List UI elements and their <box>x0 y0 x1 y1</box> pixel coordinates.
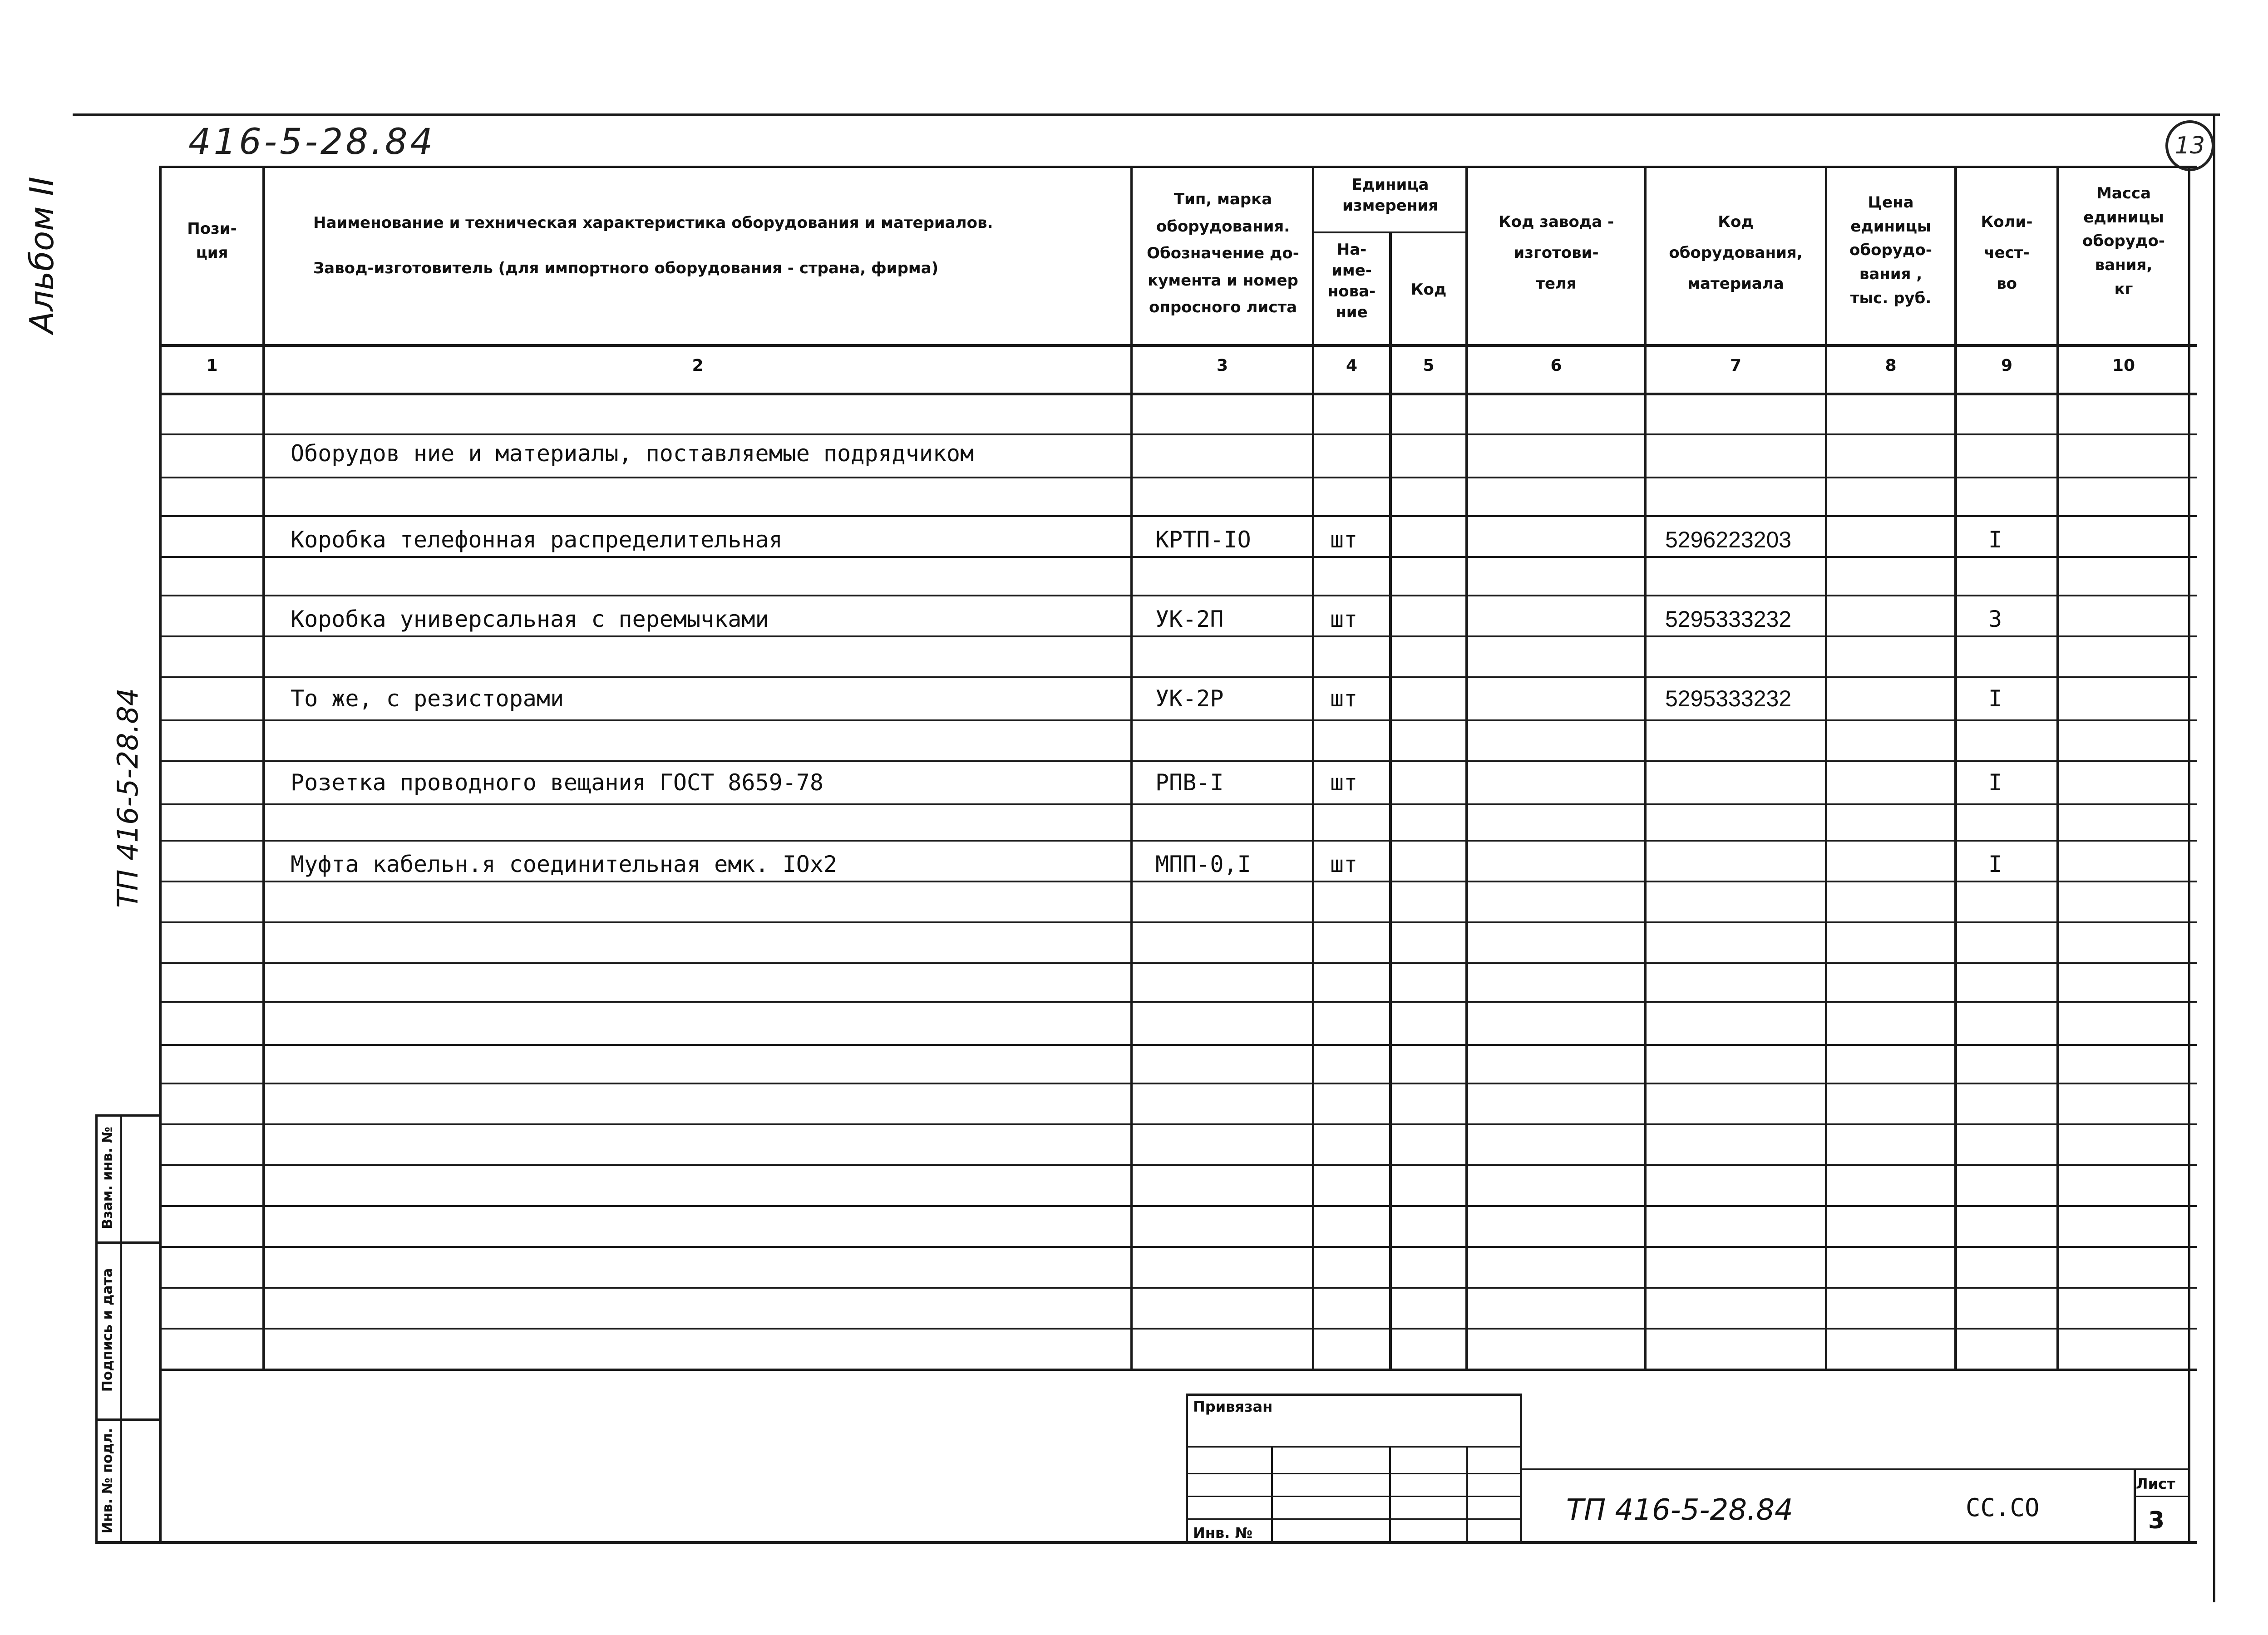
margin-doc-code: ТП 416-5-28.84 <box>111 688 144 908</box>
row-line <box>159 840 2197 842</box>
item-5-qty: I <box>1988 851 2002 877</box>
header-bottom-line <box>159 344 2197 347</box>
item-2-code: 5295333232 <box>1665 606 1792 632</box>
item-1-qty: I <box>1988 527 2002 553</box>
row-line <box>159 760 2197 762</box>
priv-left <box>1186 1394 1188 1543</box>
side-stamp-vzam: Взам. инв. № <box>99 1127 116 1229</box>
item-4-name: Розетка проводного вещания ГОСТ 8659-78 <box>291 769 823 796</box>
row-line <box>159 556 2197 558</box>
priv-line-2 <box>1186 1473 1522 1474</box>
row-line <box>159 1328 2197 1330</box>
album-label: Альбом II <box>23 177 61 334</box>
priv-top <box>1186 1394 1522 1396</box>
row-line <box>159 676 2197 678</box>
colnum-9: 9 <box>2001 356 2013 375</box>
header-unit-group: Единица измерения <box>1342 176 1438 215</box>
header-col-2-line1: Наименование и техническая характеристика оборудования и материалов. <box>313 214 993 232</box>
row-line <box>159 1083 2197 1084</box>
top-border <box>73 113 2220 116</box>
item-2-name: Коробка универсальная с перемычками <box>291 606 769 632</box>
row-line <box>159 477 2197 478</box>
item-3-type: УК-2Р <box>1155 685 1224 712</box>
header-col-6: Код завода - изготови- теля <box>1498 213 1614 293</box>
row-line <box>159 515 2197 517</box>
col-line-5 <box>1465 166 1468 1369</box>
footer-right-line <box>2188 1369 2190 1543</box>
header-col-5: Код <box>1410 281 1447 299</box>
col-line-1 <box>262 166 265 1369</box>
priv-line-4 <box>1186 1518 1522 1520</box>
side-stamp-div-2 <box>95 1418 161 1421</box>
header-col-10: Масса единицы оборудо- вания, кг <box>2082 184 2165 298</box>
numbers-bottom-line <box>159 393 2197 395</box>
row-line <box>159 881 2197 882</box>
header-col-2-line2: Завод-изготовитель (для импортного оборудования - страна, фирма) <box>313 259 939 277</box>
col-line-6 <box>1644 166 1647 1369</box>
footer-left-line <box>159 1369 162 1543</box>
table-top-line <box>159 166 2197 168</box>
side-stamp-inv-podl: Инв. № подл. <box>99 1428 116 1534</box>
col-line-2 <box>1130 166 1133 1369</box>
side-stamp-div-1 <box>95 1241 161 1244</box>
header-col-3: Тип, марка оборудования. Обозначение до- кумента и номер опросного листа <box>1147 190 1299 316</box>
item-2-type: УК-2П <box>1155 606 1224 632</box>
page-circle-number: 13 <box>2165 120 2214 171</box>
priv-v1 <box>1271 1446 1273 1543</box>
privyazan-label: Привязан <box>1193 1398 1273 1415</box>
row-line <box>159 1287 2197 1289</box>
row-line <box>159 1246 2197 1248</box>
row-line <box>159 962 2197 964</box>
priv-v3 <box>1466 1446 1468 1543</box>
header-col-8: Цена единицы оборудо- вания , тыс. руб. <box>1849 193 1932 307</box>
footer-bottom-line <box>95 1541 2197 1544</box>
inv-no-label: Инв. № <box>1193 1524 1252 1541</box>
col-line-9 <box>2056 166 2059 1369</box>
item-3-qty: I <box>1988 685 2002 712</box>
col-line-3 <box>1312 166 1314 1369</box>
row-line <box>159 921 2197 923</box>
colnum-6: 6 <box>1550 356 1562 375</box>
handwritten-title: 416-5-28.84 <box>188 122 436 163</box>
table-bottom-line <box>159 1369 2197 1371</box>
row-line <box>159 433 2197 435</box>
colnum-3: 3 <box>1216 356 1228 375</box>
item-4-unit: шт <box>1330 769 1358 796</box>
side-stamp-top <box>95 1114 161 1117</box>
col-line-4 <box>1389 231 1392 1369</box>
priv-line-1 <box>1186 1446 1522 1448</box>
sheet-number: 3 <box>2148 1507 2165 1534</box>
row-line <box>159 1164 2197 1166</box>
priv-v2 <box>1389 1446 1391 1543</box>
item-3-unit: шт <box>1330 685 1358 712</box>
row-line <box>159 1001 2197 1003</box>
item-1-name: Коробка телефонная распределительная <box>291 527 783 553</box>
row-line <box>159 635 2197 637</box>
colnum-5: 5 <box>1423 356 1435 375</box>
sheet-label: Лист <box>2136 1475 2175 1492</box>
row-line <box>159 1044 2197 1046</box>
item-1-code: 5296223203 <box>1665 527 1792 552</box>
item-4-type: РПВ-I <box>1155 769 1224 796</box>
item-4-qty: I <box>1988 769 2002 796</box>
table-right-line <box>2188 166 2190 1369</box>
title-block-top <box>1520 1468 2189 1470</box>
item-2-unit: шт <box>1330 606 1358 632</box>
item-1-type: КРТП-IO <box>1155 527 1251 553</box>
item-3-name: То же, с резисторами <box>291 685 564 712</box>
item-2-qty: 3 <box>1988 606 2002 632</box>
item-3-code: 5295333232 <box>1665 686 1792 711</box>
section-title: Оборудов ние и материалы, поставляемые подрядчиком <box>291 440 974 467</box>
header-col-7: Код оборудования, материала <box>1669 213 1803 293</box>
row-line <box>159 1123 2197 1125</box>
side-stamp-podpis: Подпись и дата <box>99 1268 116 1392</box>
item-5-type: МПП-0,I <box>1155 851 1251 877</box>
col-line-7 <box>1825 166 1827 1369</box>
item-5-name: Муфта кабельн.я соединительная емк. IOx2 <box>291 851 838 877</box>
colnum-7: 7 <box>1730 356 1742 375</box>
side-stamp-left <box>95 1114 98 1543</box>
colnum-8: 8 <box>1885 356 1897 375</box>
header-col-1: Пози- ция <box>187 220 237 262</box>
bottom-doc-code: ТП 416-5-28.84 <box>1566 1493 1793 1527</box>
table-left-line <box>159 166 162 1369</box>
colnum-10: 10 <box>2112 356 2135 375</box>
side-stamp-mid <box>120 1114 122 1543</box>
colnum-1: 1 <box>206 356 218 375</box>
colnum-4: 4 <box>1346 356 1358 375</box>
item-5-unit: шт <box>1330 851 1358 877</box>
item-1-unit: шт <box>1330 527 1358 553</box>
row-line <box>159 1205 2197 1207</box>
row-line <box>159 719 2197 721</box>
header-col-4: На- име- нова- ние <box>1327 241 1376 321</box>
colnum-2: 2 <box>692 356 704 375</box>
row-line <box>159 803 2197 805</box>
right-border <box>2213 113 2215 1602</box>
row-line <box>159 595 2197 596</box>
cc-code: СС.СО <box>1966 1493 2040 1522</box>
sheet-box-split <box>2134 1496 2190 1497</box>
header-col-9: Коли- чест- во <box>1981 213 2033 293</box>
priv-line-3 <box>1186 1496 1522 1497</box>
col-line-8 <box>1954 166 1957 1369</box>
